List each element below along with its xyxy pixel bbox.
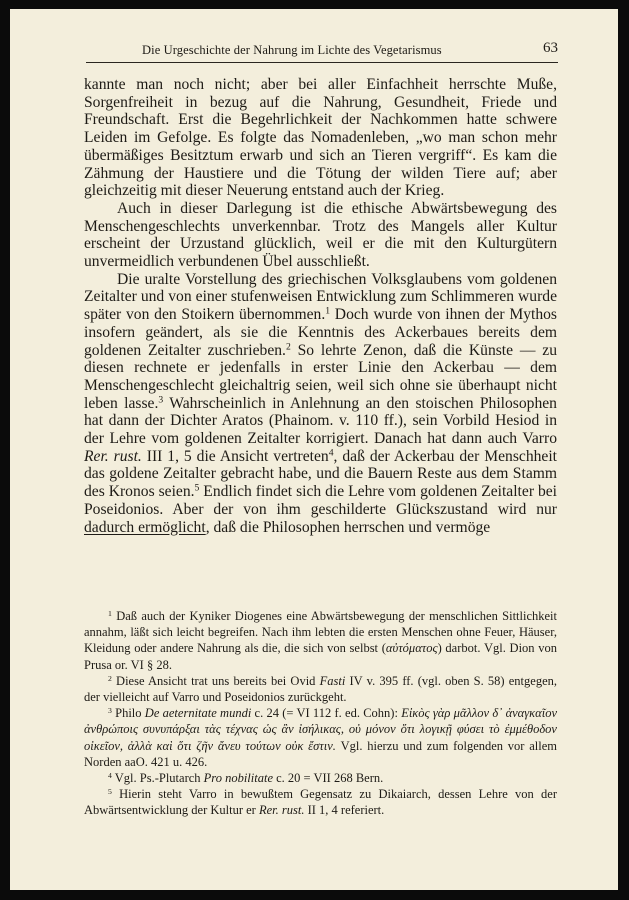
text-run: Diese Ansicht trat uns bereits bei Ovid xyxy=(111,673,320,688)
footnote-number: 4 xyxy=(108,770,112,780)
text-run: IV v. 395 ff. (vgl. oben S. 58) entgegen, der vielleicht auf Varro und Poseidonios zurückgeht. xyxy=(84,673,557,705)
underlined-phrase: dadurch ermöglicht xyxy=(84,518,206,536)
running-title: Die Urgeschichte der Nahrung im Lichte des Vegetarismus xyxy=(142,43,442,57)
work-title: De aeternitate mundi xyxy=(144,706,252,721)
text-run: Doch wurde von ihnen der Mythos insofern geändert, als sie die Kenntnis des Ackerbaues bereits dem goldenen Zeitalter zuschrieben. xyxy=(84,306,557,359)
page-number: 63 xyxy=(543,40,558,56)
footnote-4 xyxy=(84,770,557,786)
paragraph-3 xyxy=(84,271,557,537)
footnote-number: 3 xyxy=(108,705,112,715)
footnote-ref-3: 3 xyxy=(158,394,164,406)
footnotes xyxy=(84,608,557,819)
footnote-ref-2: 2 xyxy=(285,341,291,353)
text-run: Daß auch der Kyniker Diogenes eine Abwärtsbewegung der menschlichen Sittlichkeit annahm, läßt sich leicht begreifen. Nach ihm lebten die ersten Menschen ohne Feuer, Häuser, Kleidung oder andere Nahrung als die, die sich von selbst ( xyxy=(84,609,557,656)
text-run: Wahrscheinlich in Anlehnung an den stoischen Philosophen hat dann der Dichter Aratos (Phainom. v. 110 ff.), sein Vorbild Hesiod in der Lehre vom goldenen Zeitalter korrigiert. Danach hat dann auch Varro xyxy=(84,394,557,448)
footnote-ref-4: 4 xyxy=(328,447,334,459)
footnote-2 xyxy=(84,673,557,705)
text-run: Endlich findet sich die Lehre vom goldenen Zeitalter bei Poseidonios. Aber der von ihm geschilderte Glückszustand wird nur xyxy=(84,483,558,518)
text-run: ) darbot. Vgl. Dion von Prusa or. VI § 28. xyxy=(84,641,557,672)
text-run: III 1, 5 die Ansicht vertreten xyxy=(141,447,329,465)
footnote-3 xyxy=(84,705,557,770)
running-head xyxy=(86,42,558,63)
text-run: II 1, 4 referiert. xyxy=(304,803,385,818)
footnote-ref-5: 5 xyxy=(194,482,200,494)
text-run: Philo xyxy=(111,706,145,721)
work-title: Pro nobilitate xyxy=(203,771,273,786)
paragraph-1: kannte man noch nicht; aber bei aller Einfachheit herrschte Muße, Sorgenfreiheit in bezug auf die Nahrung, Gesundheit, Friede und Freundschaft. Erst die Begehrlichkeit der Nachkommen hatte schwere Leiden im Gefolge. Es folgte das Nomadenleben, „wo man schon mehr übermäßiges Besitztum erwarb und sich an Tieren vergriff“. Es kam die Zähmung der Haustiere und die Tötung der wilden Tiere auf; aber gleichzeitig mit dieser Neuerung entstand auch der Krieg. xyxy=(84,76,557,200)
text-run: Vgl. hierzu und zum folgenden vor allem Norden aaO. 421 u. 426. xyxy=(84,738,557,769)
paragraph-2: Auch in dieser Darlegung ist die ethische Abwärtsbewegung des Menschengeschlechts unverkennbar. Trotz des Mangels aller Kultur erscheint der Urzustand glücklich, weil er die mit den Kulturgütern unvermeidlich verbundenen Übel ausschließt. xyxy=(84,199,557,271)
book-page xyxy=(10,9,618,890)
work-title: Rer. rust. xyxy=(258,803,305,818)
text-run: , daß die Philosophen herrschen und vermöge xyxy=(205,518,491,536)
footnote-1 xyxy=(84,608,557,673)
text-run: , daß der Ackerbau der Menschheit das goldene Zeitalter gebracht habe, und die Bauern Reste aus dem Stamm des Kronos seien. xyxy=(84,447,557,501)
main-text xyxy=(84,76,557,536)
footnote-5 xyxy=(84,786,557,818)
greek-text: αὐτόματος xyxy=(385,641,438,656)
greek-quote: Εἰκὸς γὰρ μᾶλλον δ᾽ ἀναγκαῖον ἀνθρώποις συνυπάρξαι τὰς τέχνας ὡς ἂν ἰσήλικας, οὐ μόνον ὅτι λογικῇ φύσει τὸ ἐμμέθοδον οἰκεῖον, ἀλλὰ καὶ ὅτι ζῆν ἄνευ τούτων οὐκ ἔστιν. xyxy=(84,706,557,753)
footnote-ref-1: 1 xyxy=(325,305,331,317)
footnote-number: 1 xyxy=(108,608,112,618)
work-title: Fasti xyxy=(319,673,346,688)
footnote-number: 2 xyxy=(108,673,112,683)
text-run: Die uralte Vorstellung des griechischen Volksglaubens vom goldenen Zeitalter und von einer stufenweisen Entwicklung zum Schlimmeren wurde später von den Stoikern übernommen. xyxy=(84,270,557,324)
text-run: c. 20 = VII 268 Bern. xyxy=(273,771,384,786)
text-run: c. 24 (= VI 112 f. ed. Cohn): xyxy=(251,706,402,721)
footnote-number: 5 xyxy=(108,786,112,796)
text-run: Hierin steht Varro in bewußtem Gegensatz zu Dikaiarch, dessen Lehre von der Abwärtsentwicklung der Kultur er xyxy=(84,787,557,818)
work-title: Rer. rust. xyxy=(84,447,142,465)
text-run: Vgl. Ps.-Plutarch xyxy=(111,771,204,786)
text-run: So lehrte Zenon, daß die Künste — zu diesen rechnete er jedenfalls in erster Linie den Ackerbau — dem Menschengeschlecht gleichaltrig seien, weil sich ohne sie überhaupt nicht leben lasse. xyxy=(84,341,557,412)
